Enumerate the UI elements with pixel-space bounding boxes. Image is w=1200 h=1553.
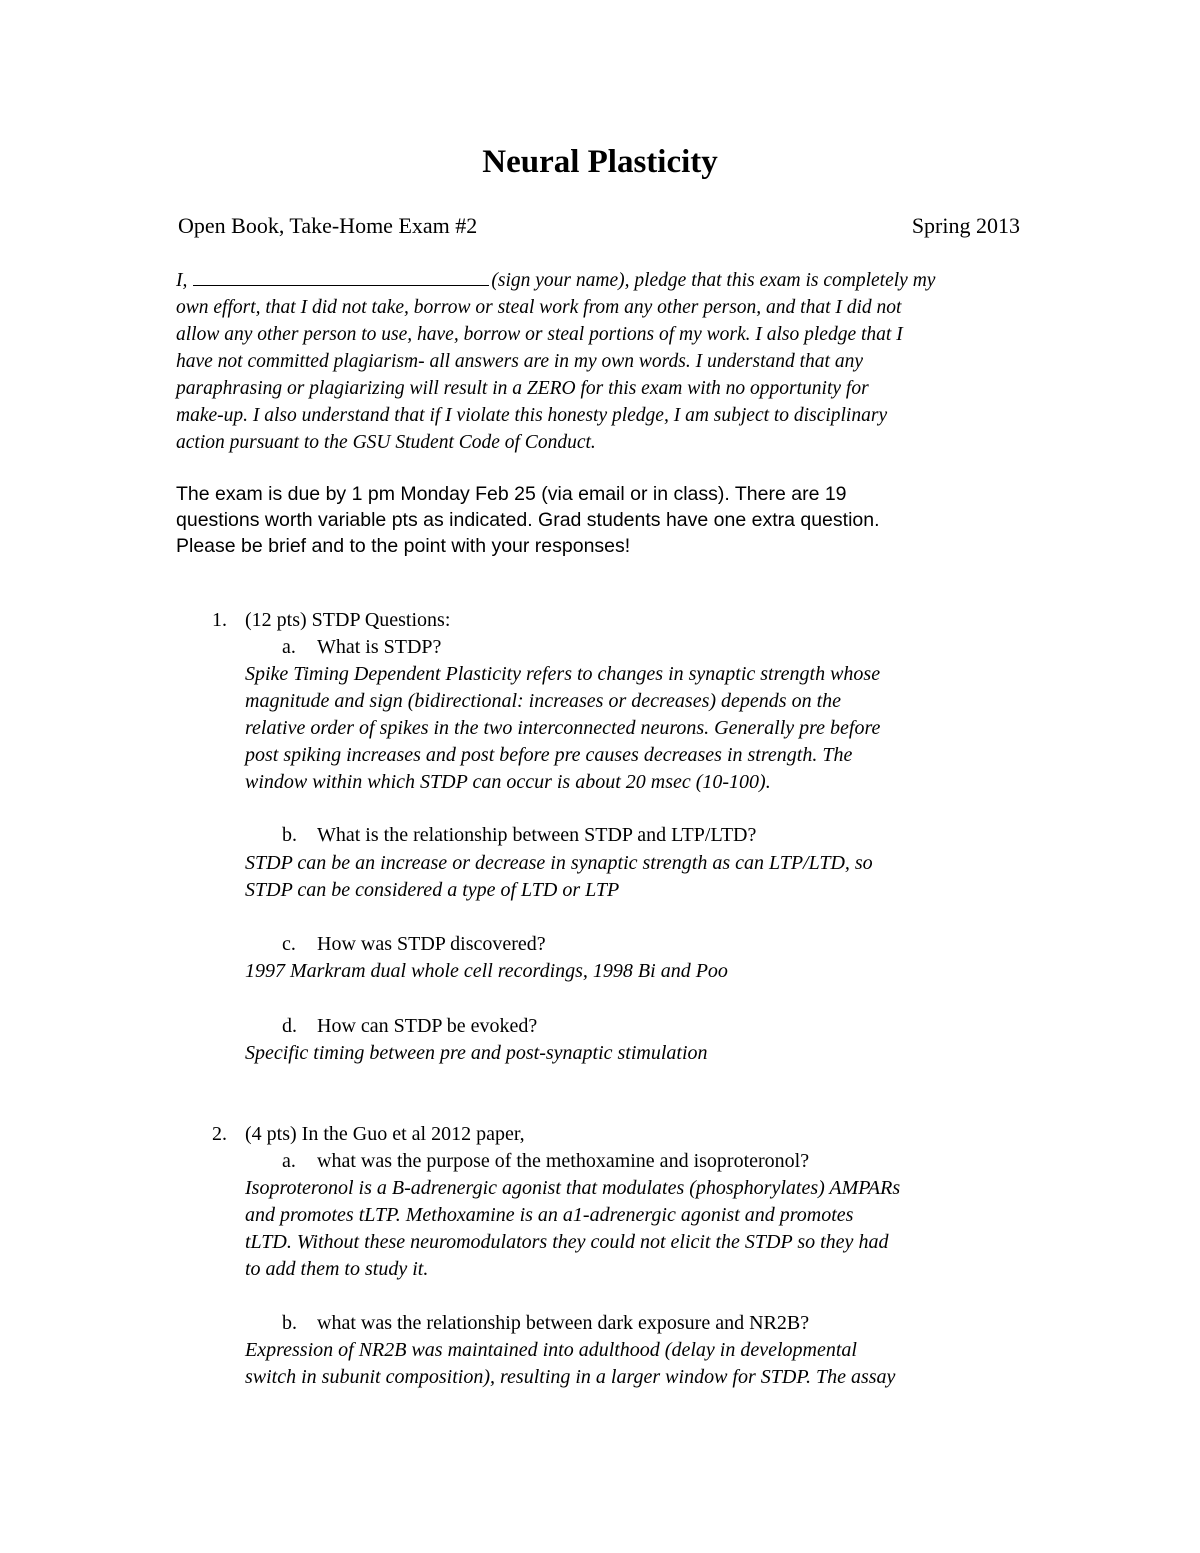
- answer-line: Expression of NR2B was maintained into adulthood (delay in developmental: [245, 1339, 857, 1361]
- pledge-line: [176, 267, 1026, 294]
- answer-line: window within which STDP can occur is about 20 msec (10-100).: [245, 771, 771, 793]
- exam-instructions: [176, 481, 1026, 559]
- part-question: What is STDP?: [317, 636, 442, 658]
- answer-line: Isoproteronol is a B-adrenergic agonist that modulates (phosphorylates) AMPARs: [245, 1177, 901, 1199]
- document-title: Neural Plasticity: [482, 144, 718, 180]
- answer-2b: [245, 1337, 1045, 1391]
- part-question: What is the relationship between STDP and LTP/LTD?: [317, 824, 757, 846]
- part-question: How can STDP be evoked?: [317, 1015, 538, 1037]
- answer-line: STDP can be considered a type of LTD or LTP: [245, 879, 620, 901]
- answer-line: post spiking increases and post before pre causes decreases in strength. The: [245, 744, 853, 766]
- signature-line[interactable]: [193, 267, 489, 286]
- pledge-line: own effort, that I did not take, borrow or steal work from any other person, and that I did not: [176, 297, 902, 318]
- question-number: 2.: [212, 1123, 227, 1145]
- question-text: (12 pts) STDP Questions:: [245, 609, 451, 631]
- part-letter: b.: [282, 824, 297, 846]
- answer-line: to add them to study it.: [245, 1258, 429, 1280]
- pledge-line: make-up. I also understand that if I violate this honesty pledge, I am subject to disciplinary: [176, 405, 888, 426]
- pledge-line: paraphrasing or plagiarizing will result in a ZERO for this exam with no opportunity for: [176, 378, 869, 399]
- exam-type: Open Book, Take-Home Exam #2: [178, 213, 478, 238]
- answer-line: Spike Timing Dependent Plasticity refers to changes in synaptic strength whose: [245, 663, 881, 685]
- part-question: How was STDP discovered?: [317, 933, 546, 955]
- part-question: what was the relationship between dark exposure and NR2B?: [317, 1312, 810, 1334]
- answer-line: switch in subunit composition), resulting in a larger window for STDP. The assay: [245, 1366, 896, 1388]
- answer-line: Specific timing between pre and post-synaptic stimulation: [245, 1042, 708, 1064]
- answer-1c: [245, 958, 1045, 985]
- answer-2a: [245, 1175, 1045, 1283]
- instruction-line: questions worth variable pts as indicated. Grad students have one extra question.: [176, 509, 880, 531]
- exam-term: Spring 2013: [911, 213, 1020, 238]
- part-letter: a.: [282, 636, 296, 658]
- answer-line: magnitude and sign (bidirectional: increases or decreases) depends on the: [245, 690, 841, 712]
- answer-1b: [245, 850, 1045, 904]
- part-letter: b.: [282, 1312, 297, 1334]
- answer-line: relative order of spikes in the two interconnected neurons. Generally pre before: [245, 717, 881, 739]
- answer-line: 1997 Markram dual whole cell recordings, 1998 Bi and Poo: [245, 960, 728, 982]
- pledge-line: allow any other person to use, have, borrow or steal portions of my work. I also pledge that I: [176, 324, 903, 345]
- answer-line: tLTD. Without these neuromodulators they could not elicit the STDP so they had: [245, 1231, 889, 1253]
- pledge-line: action pursuant to the GSU Student Code of Conduct.: [176, 432, 596, 453]
- answer-1a: [245, 661, 1045, 796]
- pledge-line: have not committed plagiarism- all answers are in my own words. I understand that any: [176, 351, 863, 372]
- pledge-line-text: (sign your name), pledge that this exam is completely my: [491, 270, 936, 291]
- pledge-prefix: I,: [176, 270, 188, 291]
- answer-line: STDP can be an increase or decrease in synaptic strength as can LTP/LTD, so: [245, 852, 873, 874]
- honesty-pledge: [176, 267, 1026, 456]
- answer-1d: [245, 1040, 1045, 1067]
- question-text: (4 pts) In the Guo et al 2012 paper,: [245, 1123, 525, 1145]
- question-number: 1.: [212, 609, 227, 631]
- part-question: what was the purpose of the methoxamine and isoproteronol?: [317, 1150, 810, 1172]
- answer-line: and promotes tLTP. Methoxamine is an a1-adrenergic agonist and promotes: [245, 1204, 854, 1226]
- instruction-line: The exam is due by 1 pm Monday Feb 25 (via email or in class). There are 19: [176, 483, 847, 505]
- part-letter: a.: [282, 1150, 296, 1172]
- part-letter: d.: [282, 1015, 297, 1037]
- instruction-line: Please be brief and to the point with your responses!: [176, 535, 631, 557]
- part-letter: c.: [282, 933, 296, 955]
